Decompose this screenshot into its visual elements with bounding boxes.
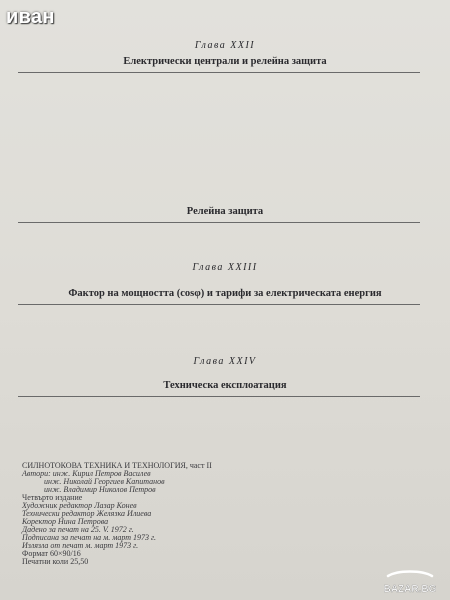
imprint-line: Подписана за печат на м. март 1973 г. bbox=[22, 533, 157, 542]
imprint-line: Печатни коли 25,50 bbox=[22, 557, 89, 566]
imprint-line: Технически редактор Желязка Илиева bbox=[22, 509, 152, 518]
section-title: Релейна защита bbox=[186, 206, 264, 217]
logo-text: BAZAR.BG bbox=[383, 584, 437, 595]
chapter-label: Глава XXII bbox=[194, 40, 256, 51]
section-title: Електрически централи и релейна защита bbox=[123, 56, 327, 67]
bazar-logo bbox=[378, 568, 442, 598]
imprint-line: Формат 60×90/16 bbox=[22, 549, 81, 558]
imprint-line: Дадено за печат на 25. V. 1972 г. bbox=[22, 525, 134, 534]
divider bbox=[18, 396, 420, 397]
chapter-label: Глава XXIV bbox=[193, 356, 257, 367]
imprint-line: Автори: инж. Кирил Петров Василев bbox=[22, 469, 151, 478]
imprint-line: инж. Николай Георгиев Капитанов bbox=[44, 477, 165, 486]
imprint-line: Коректор Нина Петрова bbox=[22, 517, 109, 526]
divider bbox=[18, 72, 420, 73]
divider bbox=[18, 304, 420, 305]
imprint-line: инж. Владимир Николов Петров bbox=[44, 485, 156, 494]
section-title: Техническа експлоатация bbox=[163, 380, 287, 391]
divider bbox=[18, 222, 420, 223]
chapter-label: Глава XXIII bbox=[192, 262, 258, 273]
section-title: Фактор на мощността (cosφ) и тарифи за електрическата енергия bbox=[68, 288, 382, 299]
imprint-line: Излязла от печат м. март 1973 г. bbox=[22, 541, 139, 550]
imprint-line: Художник редактор Лазар Конев bbox=[22, 501, 137, 510]
imprint-line: Четвърто издание bbox=[22, 493, 83, 502]
imprint-title: СИЛНОТОКОВА ТЕХНИКА И ТЕХНОЛОГИЯ, част II bbox=[22, 461, 212, 470]
watermark-text: иван bbox=[6, 6, 55, 28]
